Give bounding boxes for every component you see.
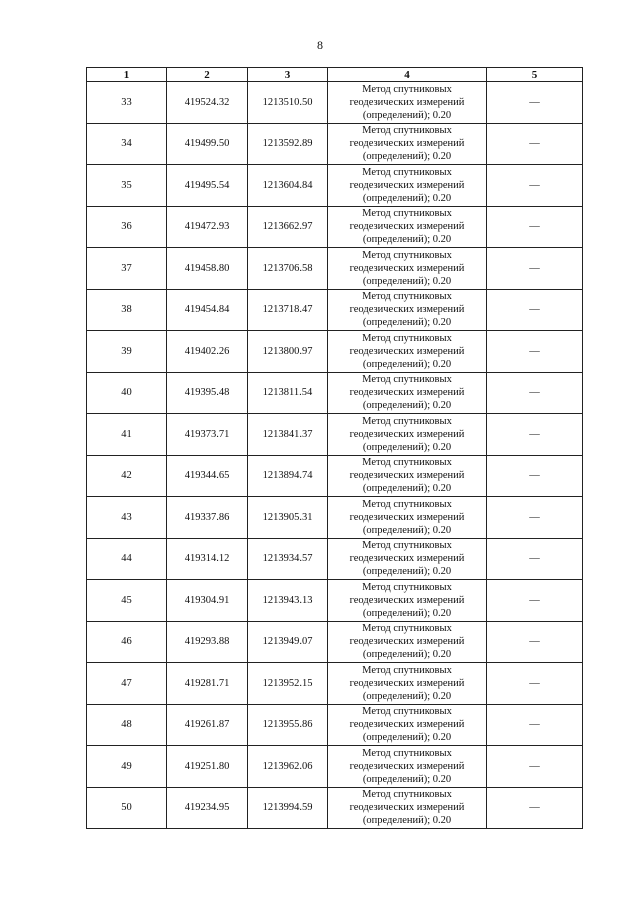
point-number-cell: 47	[87, 663, 167, 705]
method-line: геодезических измерений	[349, 262, 465, 274]
x-coordinate-cell: 419344.65	[167, 455, 248, 497]
table-row	[87, 331, 583, 373]
x-coordinate-cell: 419499.50	[167, 123, 248, 165]
page-number: 8	[317, 38, 323, 52]
table-row	[87, 414, 583, 456]
x-coordinate-cell: 419251.80	[167, 746, 248, 788]
method-line: Метод спутниковых	[362, 415, 452, 427]
method-line: геодезических измерений	[349, 760, 465, 772]
note-cell: —	[487, 248, 583, 290]
y-coordinate-cell: 1213955.86	[248, 704, 328, 746]
point-number-cell: 34	[87, 123, 167, 165]
x-coordinate-cell: 419458.80	[167, 248, 248, 290]
y-coordinate-cell: 1213952.15	[248, 663, 328, 705]
table-header	[87, 68, 583, 82]
note-cell: —	[487, 414, 583, 456]
method-line: Метод спутниковых	[362, 83, 452, 95]
point-number-cell: 43	[87, 497, 167, 539]
note-cell: —	[487, 331, 583, 373]
method-line: (определений); 0.20	[362, 109, 452, 121]
y-coordinate-cell: 1213894.74	[248, 455, 328, 497]
method-line: Метод спутниковых	[362, 747, 452, 759]
method-line: Метод спутниковых	[362, 208, 452, 220]
method-cell	[328, 663, 487, 705]
point-number-cell: 40	[87, 372, 167, 414]
point-number-cell: 42	[87, 455, 167, 497]
note-cell: —	[487, 663, 583, 705]
y-coordinate-cell: 1213962.06	[248, 746, 328, 788]
method-line: (определений); 0.20	[362, 400, 452, 412]
method-line: геодезических измерений	[349, 428, 465, 440]
method-line: Метод спутниковых	[362, 291, 452, 303]
y-coordinate-cell: 1213800.97	[248, 331, 328, 373]
method-line: геодезических измерений	[349, 677, 465, 689]
x-coordinate-cell: 419337.86	[167, 497, 248, 539]
method-line: геодезических измерений	[349, 345, 465, 357]
method-cell	[328, 248, 487, 290]
point-number-cell: 45	[87, 580, 167, 622]
y-coordinate-cell: 1213934.57	[248, 538, 328, 580]
point-number-cell: 39	[87, 331, 167, 373]
method-cell	[328, 206, 487, 248]
method-line: геодезических измерений	[349, 553, 465, 565]
point-number-cell: 37	[87, 248, 167, 290]
note-cell: —	[487, 621, 583, 663]
y-coordinate-cell: 1213718.47	[248, 289, 328, 331]
table-body	[87, 82, 583, 829]
method-line: (определений); 0.20	[362, 732, 452, 744]
x-coordinate-cell: 419234.95	[167, 787, 248, 829]
point-number-cell: 44	[87, 538, 167, 580]
method-line: Метод спутниковых	[362, 374, 452, 386]
table-row	[87, 621, 583, 663]
note-cell: —	[487, 787, 583, 829]
point-number-cell: 38	[87, 289, 167, 331]
method-line: (определений); 0.20	[362, 151, 452, 163]
x-coordinate-cell: 419281.71	[167, 663, 248, 705]
method-line: геодезических измерений	[349, 636, 465, 648]
method-cell	[328, 165, 487, 207]
header-col-3: 3	[248, 68, 328, 82]
point-number-cell: 46	[87, 621, 167, 663]
y-coordinate-cell: 1213510.50	[248, 82, 328, 124]
method-line: Метод спутниковых	[362, 125, 452, 137]
method-cell	[328, 746, 487, 788]
x-coordinate-cell: 419454.84	[167, 289, 248, 331]
method-line: геодезических измерений	[349, 719, 465, 731]
method-line: (определений); 0.20	[362, 773, 452, 785]
note-cell: —	[487, 497, 583, 539]
table-row	[87, 82, 583, 124]
point-number-cell: 36	[87, 206, 167, 248]
y-coordinate-cell: 1213949.07	[248, 621, 328, 663]
y-coordinate-cell: 1213662.97	[248, 206, 328, 248]
x-coordinate-cell: 419395.48	[167, 372, 248, 414]
method-line: Метод спутниковых	[362, 166, 452, 178]
method-line: (определений); 0.20	[362, 358, 452, 370]
method-line: (определений); 0.20	[362, 815, 452, 827]
table-row	[87, 372, 583, 414]
method-line: Метод спутниковых	[362, 581, 452, 593]
method-cell	[328, 704, 487, 746]
note-cell: —	[487, 538, 583, 580]
note-cell: —	[487, 123, 583, 165]
table-row	[87, 248, 583, 290]
note-cell: —	[487, 455, 583, 497]
x-coordinate-cell: 419261.87	[167, 704, 248, 746]
table-row	[87, 123, 583, 165]
header-col-5: 5	[487, 68, 583, 82]
x-coordinate-cell: 419495.54	[167, 165, 248, 207]
note-cell: —	[487, 704, 583, 746]
method-line: геодезических измерений	[349, 304, 465, 316]
y-coordinate-cell: 1213811.54	[248, 372, 328, 414]
method-line: Метод спутниковых	[362, 623, 452, 635]
table-row	[87, 580, 583, 622]
method-cell	[328, 621, 487, 663]
note-cell: —	[487, 206, 583, 248]
method-cell	[328, 372, 487, 414]
y-coordinate-cell: 1213905.31	[248, 497, 328, 539]
point-number-cell: 33	[87, 82, 167, 124]
method-cell	[328, 497, 487, 539]
table-row	[87, 455, 583, 497]
note-cell: —	[487, 82, 583, 124]
method-line: (определений); 0.20	[362, 607, 452, 619]
method-line: (определений); 0.20	[362, 566, 452, 578]
note-cell: —	[487, 165, 583, 207]
coordinates-table	[86, 67, 583, 829]
method-line: геодезических измерений	[349, 387, 465, 399]
table-row	[87, 746, 583, 788]
method-cell	[328, 289, 487, 331]
method-line: геодезических измерений	[349, 221, 465, 233]
y-coordinate-cell: 1213943.13	[248, 580, 328, 622]
method-line: Метод спутниковых	[362, 249, 452, 261]
method-line: (определений); 0.20	[362, 234, 452, 246]
header-row	[87, 68, 583, 82]
x-coordinate-cell: 419314.12	[167, 538, 248, 580]
note-cell: —	[487, 289, 583, 331]
method-cell	[328, 82, 487, 124]
method-line: (определений); 0.20	[362, 483, 452, 495]
note-cell: —	[487, 746, 583, 788]
method-line: (определений); 0.20	[362, 317, 452, 329]
x-coordinate-cell: 419402.26	[167, 331, 248, 373]
table-row	[87, 165, 583, 207]
method-cell	[328, 538, 487, 580]
table-row	[87, 538, 583, 580]
method-line: Метод спутниковых	[362, 789, 452, 801]
method-line: Метод спутниковых	[362, 664, 452, 676]
method-line: геодезических измерений	[349, 179, 465, 191]
note-cell: —	[487, 372, 583, 414]
point-number-cell: 48	[87, 704, 167, 746]
point-number-cell: 35	[87, 165, 167, 207]
point-number-cell: 41	[87, 414, 167, 456]
method-line: геодезических измерений	[349, 470, 465, 482]
method-line: (определений); 0.20	[362, 524, 452, 536]
y-coordinate-cell: 1213706.58	[248, 248, 328, 290]
header-col-1: 1	[87, 68, 167, 82]
method-line: Метод спутниковых	[362, 706, 452, 718]
y-coordinate-cell: 1213994.59	[248, 787, 328, 829]
x-coordinate-cell: 419472.93	[167, 206, 248, 248]
method-line: Метод спутниковых	[362, 332, 452, 344]
x-coordinate-cell: 419304.91	[167, 580, 248, 622]
header-col-4: 4	[328, 68, 487, 82]
y-coordinate-cell: 1213592.89	[248, 123, 328, 165]
header-col-2: 2	[167, 68, 248, 82]
table-row	[87, 289, 583, 331]
method-line: (определений); 0.20	[362, 441, 452, 453]
method-line: Метод спутниковых	[362, 498, 452, 510]
method-line: геодезических измерений	[349, 511, 465, 523]
method-cell	[328, 580, 487, 622]
method-line: (определений); 0.20	[362, 275, 452, 287]
method-line: Метод спутниковых	[362, 540, 452, 552]
method-line: (определений); 0.20	[362, 192, 452, 204]
table-row	[87, 497, 583, 539]
method-line: геодезических измерений	[349, 594, 465, 606]
method-cell	[328, 455, 487, 497]
method-cell	[328, 787, 487, 829]
y-coordinate-cell: 1213604.84	[248, 165, 328, 207]
y-coordinate-cell: 1213841.37	[248, 414, 328, 456]
method-cell	[328, 123, 487, 165]
table-row	[87, 787, 583, 829]
method-line: геодезических измерений	[349, 138, 465, 150]
table-row	[87, 704, 583, 746]
x-coordinate-cell: 419524.32	[167, 82, 248, 124]
method-cell	[328, 414, 487, 456]
method-line: (определений); 0.20	[362, 690, 452, 702]
method-line: геодезических измерений	[349, 802, 465, 814]
x-coordinate-cell: 419373.71	[167, 414, 248, 456]
method-line: Метод спутниковых	[362, 457, 452, 469]
method-cell	[328, 331, 487, 373]
point-number-cell: 50	[87, 787, 167, 829]
table-row	[87, 206, 583, 248]
note-cell: —	[487, 580, 583, 622]
method-line: (определений); 0.20	[362, 649, 452, 661]
method-line: геодезических измерений	[349, 96, 465, 108]
table-row	[87, 663, 583, 705]
x-coordinate-cell: 419293.88	[167, 621, 248, 663]
point-number-cell: 49	[87, 746, 167, 788]
